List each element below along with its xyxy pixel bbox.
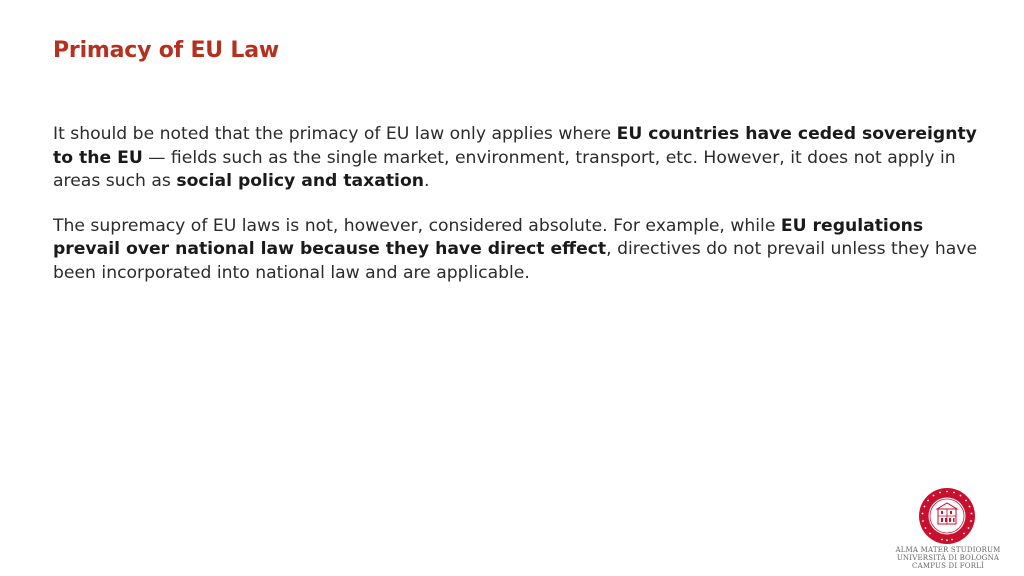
bold-phrase: EU countries have ceded sovereignty to the EU — [53, 124, 977, 168]
bold-phrase: social policy and taxation — [176, 171, 424, 191]
paragraph-text: — fields such as the single market, environment, transport, etc. However, it does not apply in areas such as — [53, 147, 956, 191]
slide-title: Primacy of EU Law — [53, 38, 280, 63]
logo-line: CAMPUS DI FORLÌ — [912, 562, 984, 570]
paragraph-supremacy-limits — [53, 215, 988, 286]
university-logo — [893, 487, 1003, 569]
seal-icon — [918, 487, 976, 545]
logo-line: UNIVERSITÀ DI BOLOGNA — [896, 554, 1000, 562]
paragraph-text: . — [424, 171, 430, 191]
paragraph-text: , directives do not prevail unless they have been incorporated into national law and are applicable. — [53, 239, 978, 283]
logo-line: ALMA MATER STUDIORUM — [895, 546, 1001, 554]
paragraph-text: It should be noted that the primacy of EU law only applies where — [53, 124, 617, 144]
logo-caption — [893, 546, 1003, 570]
bold-phrase: EU regulations prevail over national law because they have direct effect — [53, 215, 924, 259]
paragraph-text: The supremacy of EU laws is not, however, considered absolute. For example, while — [53, 215, 781, 236]
slide-body — [53, 123, 988, 285]
paragraph-primacy-scope — [53, 123, 988, 194]
